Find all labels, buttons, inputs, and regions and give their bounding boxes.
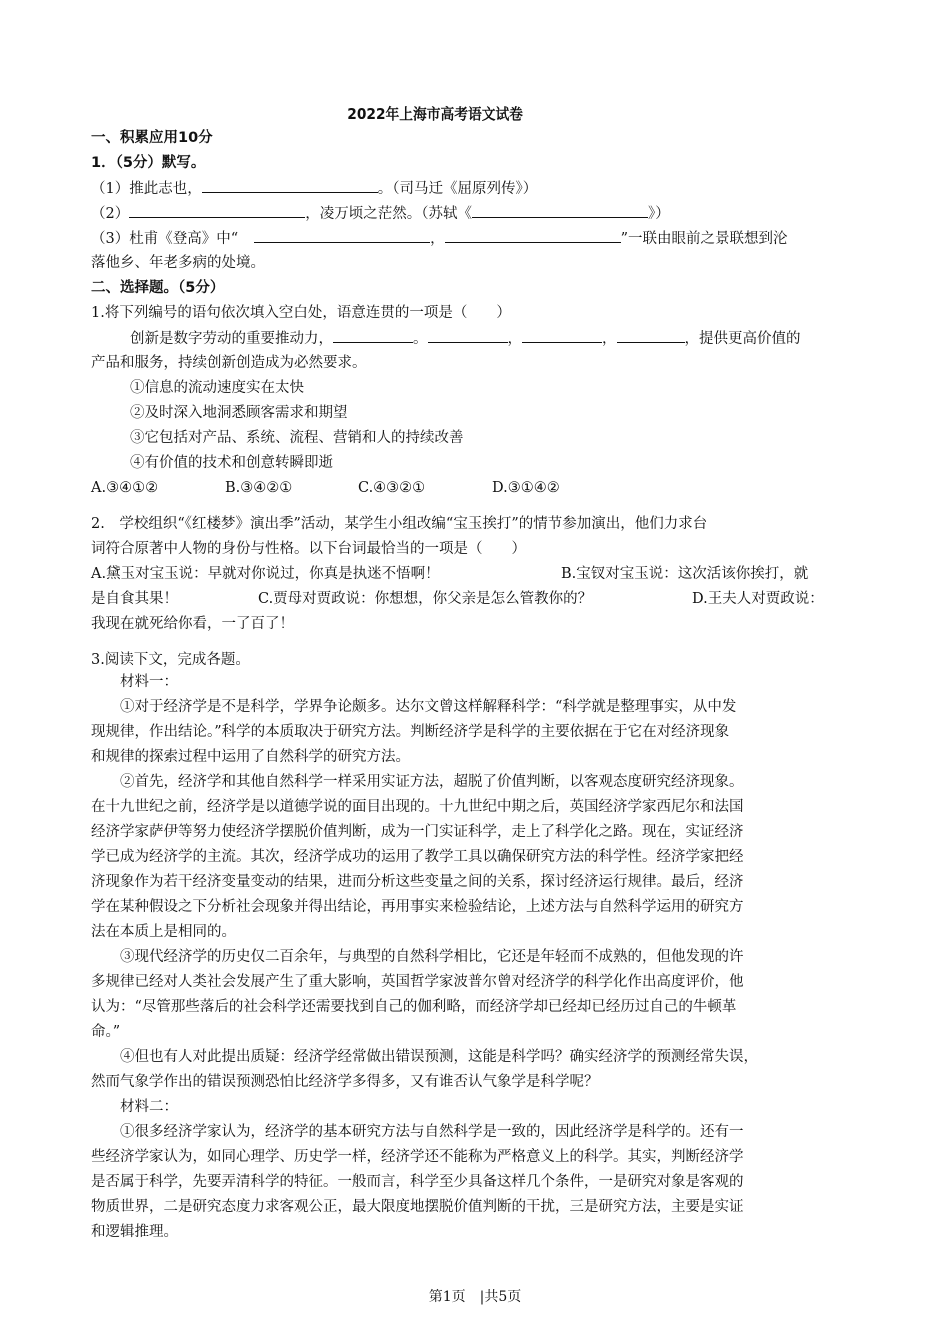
- answer-blank: [129, 203, 305, 218]
- text: ，凌万顷之茫然。（苏轼《: [305, 206, 472, 222]
- text-line: 然而气象学作出的错误预测恐怕比经济学多得多，又有谁否认气象学是科学呢？: [91, 1074, 599, 1090]
- text-line: 和规律的探索过程中运用了自然科学的研究方法。: [91, 749, 410, 765]
- text-line: 些经济学家认为，如同心理学、历史学一样，经济学还不能称为严格意义上的科学。其实，判断经济学: [91, 1149, 744, 1165]
- text-line: 在十九世纪之前，经济学是以道德学说的面目出现的。十九世纪中期之后，英国经济学家西尼尔和法国: [91, 799, 744, 815]
- question-title: 1.将下列编号的语句依次填入空白处，语意连贯的一项是（ ）: [91, 305, 511, 321]
- question-title: 1．（5分）默写。: [91, 155, 206, 171]
- sentence-option: ③它包括对产品、系统、流程、营销和人的持续改善: [130, 430, 464, 446]
- text-line: 法在本质上是相同的。: [91, 924, 236, 940]
- answer-blank: [472, 203, 648, 218]
- page-title: 2022年上海市高考语文试卷: [347, 105, 523, 123]
- answer-choice: D.王夫人对贾政说：: [692, 591, 824, 607]
- page-footer: 第1页 |共5页: [428, 1289, 522, 1305]
- material-heading: 材料一：: [120, 674, 178, 690]
- text-line: 命。”: [91, 1024, 121, 1040]
- text-line: 词符合原著中人物的身份与性格。以下台词最恰当的一项是（ ）: [91, 541, 526, 557]
- text: 创新是数字劳动的重要推动力，: [130, 331, 333, 347]
- answer-choice: B.③④②①: [225, 480, 293, 496]
- text-line: 和逻辑推理。: [91, 1224, 178, 1240]
- text-line: 是自食其果！: [91, 591, 178, 607]
- text: ，: [507, 331, 522, 347]
- text: （1）推此志也，: [91, 181, 202, 197]
- answer-blank: [617, 328, 685, 343]
- answer-choice: C.④③②①: [358, 480, 426, 496]
- answer-choice: B.宝钗对宝玉说：这次活该你挨打，就: [561, 566, 809, 582]
- answer-blank: [202, 178, 378, 193]
- sentence-option: ①信息的流动速度实在太快: [130, 380, 304, 396]
- text-line: 认为：“尽管那些落后的社会科学还需要找到自己的伽利略，而经济学却已经却已经历过自己的牛顿革: [91, 999, 737, 1015]
- question-passage: [130, 328, 801, 349]
- answer-choice: D.③①④②: [492, 480, 560, 496]
- section-heading: 一、积累应用10分: [91, 130, 213, 146]
- text: ，: [602, 331, 617, 347]
- dictation-line: [91, 203, 670, 224]
- text: 》）: [647, 206, 670, 222]
- text: 。（司马迁《屈原列传》）: [377, 181, 538, 197]
- text-line: 多规律已经对人类社会发展产生了重大影响，英国哲学家波普尔曾对经济学的科学化作出高度评价，他: [91, 974, 744, 990]
- text-line: 济现象作为若干经济变量变动的结果，进而分析这些变量之间的关系，探讨经济运行规律。最后，经济: [91, 874, 744, 890]
- answer-blank: [254, 228, 430, 243]
- question-title: 3.阅读下文，完成各题。: [91, 652, 250, 668]
- text-line: 学在某种假设之下分析社会现象并得出结论，再用事实来检验结论，上述方法与自然科学运用的研究方: [91, 899, 744, 915]
- text: ”一联由眼前之景联想到沦: [620, 231, 788, 247]
- text-line: 是否属于科学，先要弄清科学的特征。一般而言，科学至少具备这样几个条件，一是研究对象是客观的: [91, 1174, 744, 1190]
- text-line: 落他乡、年老多病的处境。: [91, 255, 265, 271]
- text-line: 我现在就死给你看，一了百了！: [91, 616, 294, 632]
- sentence-option: ④有价值的技术和创意转瞬即逝: [130, 455, 333, 471]
- text-line: 经济学家萨伊等努力使经济学摆脱价值判断，成为一门实证科学，走上了科学化之路。现在，实证经济: [91, 824, 744, 840]
- answer-blank: [522, 328, 602, 343]
- text: （3）杜甫《登高》中“: [91, 231, 239, 247]
- text: ，提供更高价值的: [684, 331, 801, 347]
- text-line: 现规律，作出结论。”科学的本质取决于研究方法。判断经济学是科学的主要依据在于它在对经济现象: [91, 724, 730, 740]
- text-line: ①很多经济学家认为，经济学的基本研究方法与自然科学是一致的，因此经济学是科学的。还有一: [120, 1124, 744, 1140]
- text-line: 物质世界，二是研究态度力求客观公正，最大限度地摆脱价值判断的干扰，三是研究方法，主要是实证: [91, 1199, 744, 1215]
- text: （2）: [91, 206, 130, 222]
- text: ，: [430, 231, 445, 247]
- text-line: ④但也有人对此提出质疑：经济学经常做出错误预测，这能是科学吗？确实经济学的预测经常失误，: [120, 1049, 758, 1065]
- text-line: ①对于经济学是不是科学，学界争论颇多。达尔文曾这样解释科学：“科学就是整理事实，从中发: [120, 699, 737, 715]
- text-line: 产品和服务，持续创新创造成为必然要求。: [91, 355, 367, 371]
- text: 。: [413, 331, 428, 347]
- answer-blank: [445, 228, 621, 243]
- text-line: 学已成为经济学的主流。其次，经济学成功的运用了教学工具以确保研究方法的科学性。经济学家把经: [91, 849, 744, 865]
- section-heading: 二、选择题。（5分）: [91, 280, 225, 296]
- dictation-line: [91, 178, 537, 199]
- text-line: ③现代经济学的历史仅二百余年，与典型的自然科学相比，它还是年轻而不成熟的，但他发现的许: [120, 949, 744, 965]
- answer-choice: A.黛玉对宝玉说：早就对你说过，你真是执迷不悟啊！: [91, 566, 440, 582]
- question-title: 2. 学校组织“《红楼梦》演出季”活动，某学生小组改编“宝玉挨打”的情节参加演出，他们力求台: [91, 516, 708, 532]
- dictation-line: [91, 228, 788, 249]
- material-heading: 材料二：: [120, 1099, 178, 1115]
- answer-blank: [428, 328, 508, 343]
- answer-choice: A.③④①②: [91, 480, 159, 496]
- sentence-option: ②及时深入地洞悉顾客需求和期望: [130, 405, 348, 421]
- text-line: ②首先，经济学和其他自然科学一样采用实证方法，超脱了价值判断，以客观态度研究经济现象。: [120, 774, 744, 790]
- answer-blank: [333, 328, 413, 343]
- answer-choice: C.贾母对贾政说：你想想，你父亲是怎么管教你的？: [258, 591, 593, 607]
